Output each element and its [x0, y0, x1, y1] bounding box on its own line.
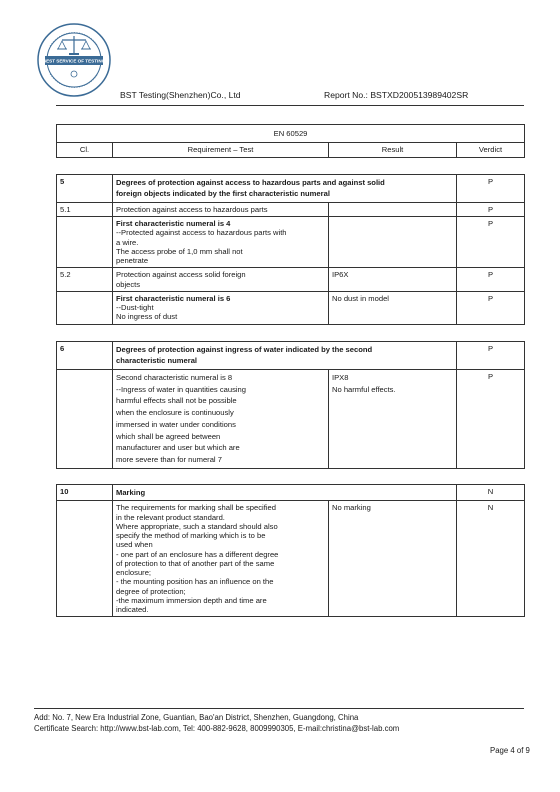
text-line: First characteristic numeral is 6 [116, 293, 231, 303]
verdict-cell: P [457, 268, 525, 292]
table-row [57, 369, 525, 468]
text-line: enclosure; [116, 568, 152, 578]
col-header-verdict: Verdict [457, 143, 525, 157]
table-row [57, 501, 525, 617]
verdict-cell: P [457, 202, 525, 216]
text-line: degree of protection; [116, 586, 186, 596]
section-table-10 [56, 484, 525, 617]
verdict-cell: P [457, 342, 525, 370]
page-number: Page 4 of 9 [490, 746, 530, 755]
requirement-cell [113, 501, 329, 617]
table-row [57, 291, 525, 324]
section-heading [113, 342, 457, 370]
requirement-cell [113, 202, 329, 216]
result-cell [329, 202, 457, 216]
text-line: more severe than for numeral 7 [116, 455, 222, 465]
text-line: --Ingress of water in quantities causing [116, 384, 247, 394]
footer-address: Add: No. 7, New Era Industrial Zone, Guantian, Bao'an District, Shenzhen, Guangdong, China [34, 713, 359, 722]
standard-title: EN 60529 [57, 125, 525, 143]
clause-number: 10 [57, 485, 113, 501]
section-table-6 [56, 341, 525, 469]
text-line: a wire. [116, 237, 139, 247]
result-cell [329, 501, 457, 617]
text-line: when the enclosure is continuously [116, 408, 234, 418]
requirement-cell [113, 291, 329, 324]
text-line: in the relevant product standard. [116, 512, 225, 522]
clause-number [57, 217, 113, 268]
clause-number [57, 369, 113, 468]
verdict-cell: P [457, 369, 525, 468]
table-row [57, 485, 525, 501]
text-line: harmful effects shall not be possible [116, 396, 237, 406]
text-line: The requirements for marking shall be specified [116, 503, 276, 513]
section-table-5 [56, 174, 525, 325]
standard-header-table [56, 124, 525, 158]
text-line: objects [116, 279, 141, 289]
result-cell [329, 291, 457, 324]
clause-number: 5 [57, 175, 113, 203]
bst-logo-seal [36, 22, 112, 98]
text-line: No marking [332, 503, 371, 513]
footer-divider [34, 708, 524, 709]
text-line: No harmful effects. [332, 384, 396, 394]
text-line: Protection against access to hazardous parts [116, 204, 268, 214]
text-line: Degrees of protection against ingress of water indicated by the second [116, 345, 373, 354]
col-header-result: Result [329, 143, 457, 157]
text-line: No dust in model [332, 293, 389, 303]
table-row [57, 217, 525, 268]
requirement-cell [113, 369, 329, 468]
verdict-cell: N [457, 501, 525, 617]
clause-number: 5.1 [57, 202, 113, 216]
verdict-cell: P [457, 291, 525, 324]
text-line: The access probe of 1,0 mm shall not [116, 246, 243, 256]
text-line: - the mounting position has an influence on the [116, 577, 274, 587]
table-row [57, 268, 525, 292]
text-line: Second characteristic numeral is 8 [116, 372, 233, 382]
text-line: indicated. [116, 605, 149, 615]
clause-number [57, 501, 113, 617]
text-line: --Protected against access to hazardous parts with [116, 228, 287, 238]
clause-number: 5.2 [57, 268, 113, 292]
company-name: BST Testing(Shenzhen)Co., Ltd [120, 90, 241, 100]
text-line: IPX8 [332, 372, 349, 382]
text-line: - one part of an enclosure has a different degree [116, 549, 279, 559]
text-line: of protection to that of another part of the same [116, 558, 275, 568]
text-line: Degrees of protection against access to hazardous parts and against solid [116, 178, 385, 187]
table-row [57, 342, 525, 370]
text-line: Protection against access solid foreign [116, 270, 246, 280]
result-cell [329, 369, 457, 468]
text-line: Marking [116, 488, 146, 497]
text-line: characteristic numeral [116, 356, 198, 366]
result-cell [329, 268, 457, 292]
header-divider [56, 105, 524, 106]
text-line: immersed in water under conditions [116, 419, 236, 429]
text-line: which shall be agreed between [116, 431, 221, 441]
text-line: First characteristic numeral is 4 [116, 219, 231, 229]
verdict-cell: N [457, 485, 525, 501]
text-line: --Dust-tight [116, 303, 154, 313]
requirement-cell [113, 217, 329, 268]
report-number: Report No.: BSTXD200513989402SR [324, 90, 469, 100]
verdict-cell: P [457, 217, 525, 268]
text-line: manufacturer and user but which are [116, 443, 240, 453]
text-line: foreign objects indicated by the first characteristic numeral [116, 189, 330, 199]
text-line: No ingress of dust [116, 312, 178, 322]
text-line: -the maximum immersion depth and time are [116, 595, 267, 605]
requirement-cell [113, 268, 329, 292]
section-heading [113, 175, 457, 203]
text-line: used when [116, 540, 153, 550]
col-header-requirement: Requirement – Test [113, 143, 329, 157]
verdict-cell: P [457, 175, 525, 203]
footer-contact: Certificate Search: http://www.bst-lab.com, Tel: 400-882-9628, 8009990305, E-mail:christina@bst-lab.com [34, 724, 400, 733]
table-row [57, 202, 525, 216]
text-line: specify the method of marking which is to be [116, 531, 266, 541]
section-heading [113, 485, 457, 501]
text-line: Where appropriate, such a standard should also [116, 521, 278, 531]
text-line: IP6X [332, 270, 349, 280]
clause-number: 6 [57, 342, 113, 370]
table-row [57, 175, 525, 203]
col-header-clause: Cl. [57, 143, 113, 157]
result-cell [329, 217, 457, 268]
text-line: penetrate [116, 256, 149, 266]
clause-number [57, 291, 113, 324]
svg-text:BEST SERVICE OF TESTING: BEST SERVICE OF TESTING [42, 58, 106, 64]
